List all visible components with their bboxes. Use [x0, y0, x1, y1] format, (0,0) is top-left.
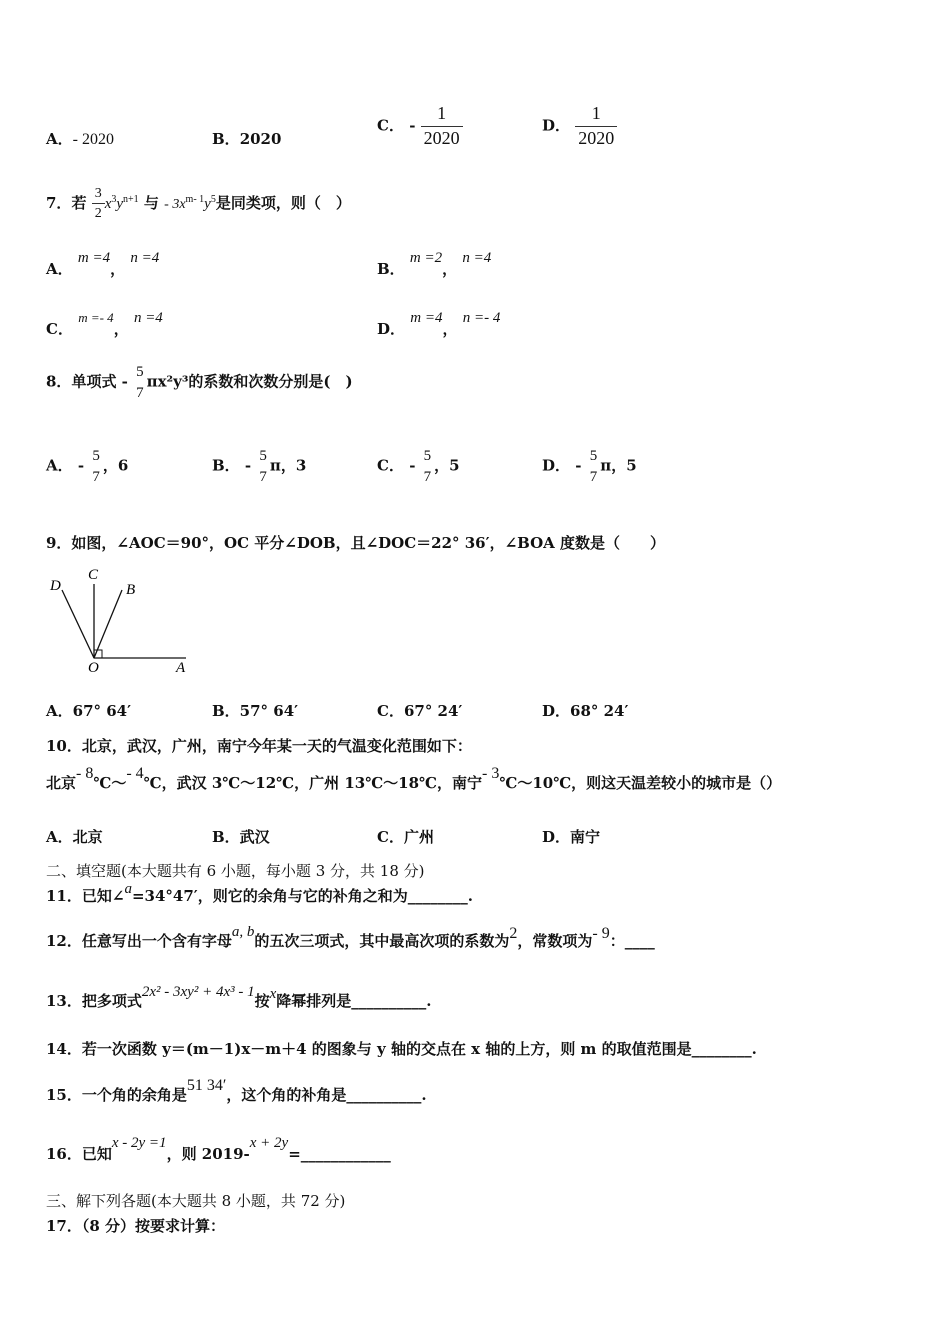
q9-option-a[interactable]: A．67° 64′ — [46, 702, 132, 720]
section-2-heading: 二、填空题(本大题共有 6 小题，每小题 3 分，共 18 分) — [46, 862, 425, 880]
q10-option-a[interactable]: A．北京 — [46, 828, 103, 846]
q7-stem: 7．若 $\frac{3}{2}$ $x^3y^{n+1}$ 与 - $3x^{m- 1}y^5$是同类项，则（ ） — [46, 186, 351, 222]
q6-option-d[interactable]: D． $\frac{1}{2020}$ — [542, 104, 617, 149]
q6-option-c[interactable]: C． - $\frac{1}{2020}$ — [377, 104, 463, 149]
fraction: $\frac{1}{2020}$ — [421, 104, 463, 149]
q9-option-b[interactable]: B．57° 64′ — [212, 702, 299, 720]
ray-od — [62, 590, 94, 658]
q7-option-a[interactable]: A． m =4， n =4 — [46, 250, 160, 278]
label-o: O — [88, 660, 99, 676]
q8-option-a[interactable]: A． - 5 7 ，6 — [46, 448, 129, 485]
q10-temps: 北京- 8℃～- 4℃，武汉 3℃～12℃，广州 13℃～18℃，南宁- 3℃～10℃，则这天温差较小的城市是（） — [46, 765, 782, 792]
label-b: B — [126, 582, 136, 598]
q15: 15．一个角的余角是51 34′，这个角的补角是__________. — [46, 1077, 427, 1104]
q9-option-c[interactable]: C．67° 24′ — [377, 702, 463, 720]
q16: 16．已知x - 2y =1，则 2019-x + 2y=____________ — [46, 1135, 391, 1163]
q6-option-b[interactable]: B．2020 — [212, 130, 282, 148]
q17: 17．（8 分）按要求计算： — [46, 1217, 226, 1235]
ray-ob — [94, 590, 122, 658]
label-d: D — [50, 578, 61, 594]
fraction: $\frac{3}{2}$ — [92, 186, 105, 222]
fraction: $\frac{1}{2020}$ — [575, 104, 617, 149]
q6-option-a[interactable]: A．- 2020 — [46, 130, 114, 148]
q9-option-d[interactable]: D．68° 24′ — [542, 702, 629, 720]
q10-stem: 10．北京，武汉，广州，南宁今年某一天的气温变化范围如下： — [46, 737, 472, 755]
q8-option-d[interactable]: D． - 5 7 π，5 — [542, 448, 637, 485]
fraction: 5 7 — [92, 448, 100, 485]
q7-option-b[interactable]: B． m =2， n =4 — [377, 250, 492, 278]
q8-option-c[interactable]: C． - 5 7 ，5 — [377, 448, 460, 485]
q10-option-c[interactable]: C．广州 — [377, 828, 434, 846]
fraction: 5 7 — [259, 448, 267, 485]
q11: 11．已知∠a=34°47′，则它的余角与它的补角之和为________. — [46, 881, 473, 905]
q9-stem: 9．如图，∠AOC＝90°，OC 平分∠DOB，且∠DOC＝22° 36′，∠BOA 度数是（ ） — [46, 534, 666, 552]
q12: 12．任意写出一个含有字母a, b的五次三项式，其中最高次项的系数为2，常数项为- 9：____ — [46, 924, 655, 950]
fraction: 5 7 — [589, 448, 598, 485]
q8-option-b[interactable]: B． - 5 7 π，3 — [212, 448, 307, 485]
q13: 13．把多项式2x² - 3xy² + 4x³ - 1按x降幂排列是__________. — [46, 984, 432, 1010]
fraction: 5 7 — [423, 448, 432, 485]
label-c: C — [88, 567, 99, 583]
fraction: 5 7 — [136, 364, 144, 401]
q14: 14．若一次函数 y＝(m－1)x－m＋4 的图象与 y 轴的交点在 x 轴的上方，则 m 的取值范围是________. — [46, 1040, 757, 1058]
label-a: A — [176, 660, 186, 676]
q7-option-c[interactable]: C． m =- 4， n =4 — [46, 310, 163, 338]
q8-stem: 8．单项式 - 5 7 πx²y³的系数和次数分别是( ) — [46, 364, 353, 401]
angle-figure — [44, 562, 204, 678]
q10-option-b[interactable]: B．武汉 — [212, 828, 270, 846]
q10-option-d[interactable]: D．南宁 — [542, 828, 601, 846]
section-3-heading: 三、解下列各题(本大题共 8 小题，共 72 分) — [46, 1192, 346, 1210]
q7-option-d[interactable]: D． m =4， n =- 4 — [377, 310, 501, 338]
